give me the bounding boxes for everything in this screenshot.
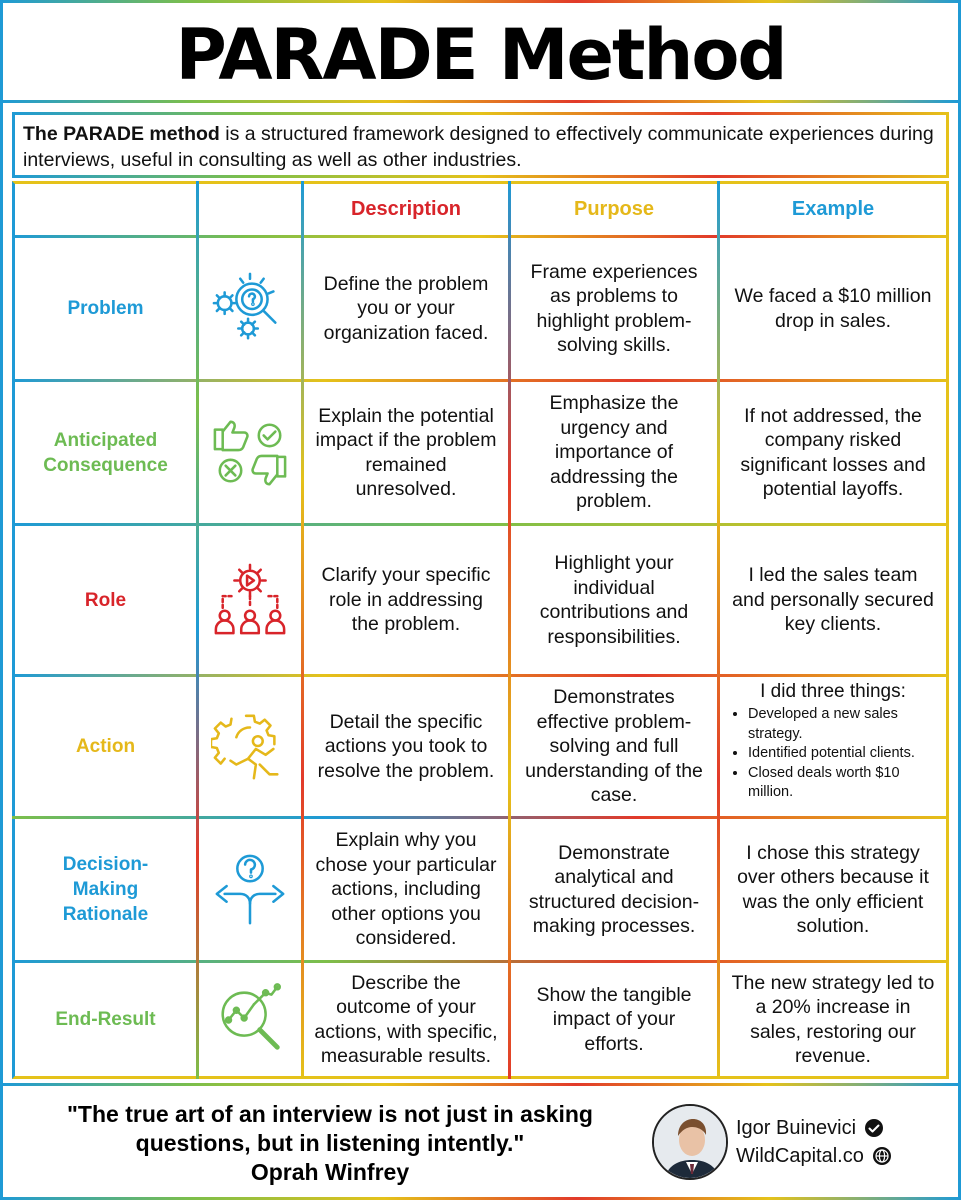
row-action-example-list [748,705,938,803]
question-arrows-icon [199,819,301,960]
author-name: Igor Buinevici [736,1117,857,1139]
row-label-text: Decision-Making Rationale [62,854,149,925]
row-label-decision-making-rationale [15,819,196,960]
row-problem-example: We faced a $10 million drop in sales. [734,285,932,332]
row-label-problem: Problem [67,298,144,319]
header-description: Description [350,198,462,221]
row-decision-making-rationale-example: I chose this strategy over others because it was the only efficient solution. [737,841,929,937]
title-divider [3,100,958,103]
intro-bold: The PARADE method [23,123,220,145]
row-role-description: Clarify your specific role in addressing the problem. [321,564,491,636]
list-item: • Developed a new sales strategy. [748,705,938,744]
verified-badge-icon [864,1118,884,1138]
row-end-result-example: The new strategy led to a 20% increase in sales, restoring our revenue. [731,971,935,1067]
row-role-purpose: Highlight your individual contributions and responsibilities. [539,552,689,648]
row-anticipated-consequence-purpose: Emphasize the urgency and importance of addressing the problem. [549,392,679,513]
team-gear-play-icon [199,526,301,674]
author-block [736,1114,892,1170]
row-action-purpose: Demonstrates effective problem-solving and full understanding of the case. [525,686,703,807]
row-problem-description: Define the problem you or your organization faced. [323,272,489,344]
gear-runner-icon [199,677,301,816]
row-anticipated-consequence-description: Explain the potential impact if the problem remained unresolved. [315,404,497,500]
row-end-result-description: Describe the outcome of your actions, with specific, measurable results. [314,971,498,1067]
thumbs-up-down-icon [199,382,301,523]
globe-icon [872,1146,892,1166]
problem-gears-magnifier-icon [199,238,301,379]
intro-box [12,112,949,178]
list-item: • Identified potential clients. [748,744,938,764]
avatar [652,1104,728,1180]
page-title: PARADE Method [175,14,786,96]
row-end-result-purpose: Show the tangible impact of your efforts. [536,983,692,1055]
row-role-example: I led the sales team and personally secured key clients. [732,564,934,636]
row-anticipated-consequence-example: If not addressed, the company risked significant losses and potential layoffs. [740,404,926,500]
header-purpose: Purpose [573,198,655,221]
row-action-example [720,677,946,816]
intro-text: is a structured framework designed to effectively communicate experiences during interviews, useful in consulting as well as other industries. [23,123,934,171]
row-label-end-result: End-Result [55,1009,156,1030]
chart-magnifier-icon [199,963,301,1076]
footer-divider [3,1083,958,1086]
row-decision-making-rationale-purpose: Demonstrate analytical and structured decision-making processes. [528,841,700,937]
row-action-description: Detail the specific actions you took to resolve the problem. [317,710,495,782]
list-item: • Closed deals worth $10 million. [748,764,938,803]
row-action-example-lead: I did three things: [760,681,906,702]
row-label-action: Action [75,736,136,757]
header-example: Example [791,198,875,221]
row-decision-making-rationale-description: Explain why you chose your particular actions, including other options you considered. [315,829,497,950]
quote-text: "The true art of an interview is not just in asking questions, but in listening intently." [67,1101,593,1156]
quote-author: Oprah Winfrey [250,1159,410,1185]
row-problem-purpose: Frame experiences as problems to highlight problem-solving skills. [530,260,698,356]
author-site[interactable]: WildCapital.co [736,1145,864,1167]
quote-block [40,1100,620,1187]
row-label-anticipated-consequence: Anticipated Consequence [43,429,168,476]
row-label-role: Role [84,589,127,611]
